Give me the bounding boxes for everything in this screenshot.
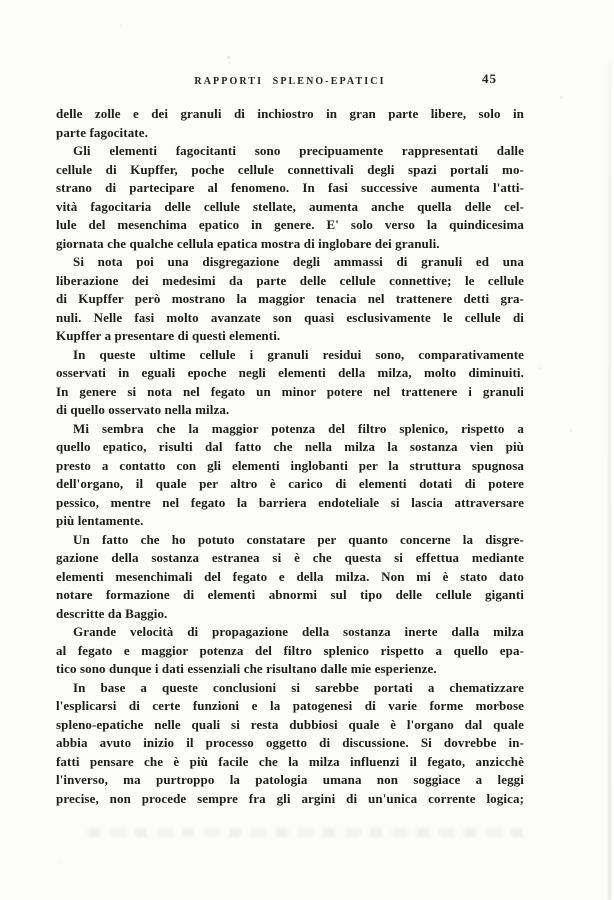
paragraph bbox=[56, 346, 524, 420]
text-line: liberazione dei medesimi da parte delle cellule connettive; le cellule bbox=[56, 272, 524, 288]
bleedthrough-smudge bbox=[88, 828, 528, 837]
text-line: vità fagocitaria delle cellule stellate, aumenta anche quella delle cel- bbox=[56, 198, 524, 214]
text-line: di quello osservato nella milza. bbox=[56, 402, 230, 417]
text-line: tico sono dunque i dati essenziali che risultano dalle mie esperienze. bbox=[56, 661, 437, 676]
page-edge-shadow bbox=[608, 60, 611, 900]
text-line: Si nota poi una disgregazione degli ammassi di granuli ed una bbox=[73, 254, 524, 269]
text-line: di Kupffer però mostrano la maggior tenacia nel trattenere detti gra- bbox=[56, 291, 524, 306]
text-line: cellule di Kupffer, poche cellule connettivali degli spazi portali mo- bbox=[56, 161, 524, 177]
running-head: RAPPORTI SPLENO-EPATICI bbox=[194, 76, 386, 87]
paragraph bbox=[56, 679, 524, 809]
text-line: In queste ultime cellule i granuli residui sono, comparativamente bbox=[73, 346, 524, 362]
paragraph bbox=[56, 253, 524, 346]
text-line: Un fatto che ho potuto constatare per quanto concerne la disgre- bbox=[73, 531, 524, 547]
text-line: abbia avuto inizio il processo oggetto di discussione. Si dovrebbe in- bbox=[56, 735, 524, 750]
text-line: al fegato e maggior potenza del filtro splenico rispetto a quello epa- bbox=[56, 642, 524, 658]
paragraph bbox=[56, 420, 524, 531]
text-line: precise, non procede sempre fra gli argini di un'unica corrente logica; bbox=[56, 790, 524, 806]
text-line: In genere si nota nel fegato un minor potere nel trattenere i granuli bbox=[56, 383, 524, 399]
text-line: più lentamente. bbox=[56, 513, 144, 528]
text-line: Mi sembra che la maggior potenza del filtro splenico, rispetto a bbox=[73, 420, 524, 436]
page-number: 45 bbox=[482, 71, 497, 86]
text-line: elementi mesenchimali del fegato e della milza. Non mi è stato dato bbox=[56, 568, 524, 584]
paragraph bbox=[56, 105, 524, 142]
text-line: nuli. Nelle fasi molto avanzate son quasi esclusivamente le cellule di bbox=[56, 309, 524, 325]
paragraph bbox=[56, 142, 524, 253]
text-line: giornata che qualche cellula epatica mostra di inglobare dei granuli. bbox=[56, 235, 440, 251]
text-line: presto a contatto con gli elementi inglobanti per la struttura spugnosa bbox=[56, 457, 524, 473]
text-line: l'esplicarsi di certe funzioni e la patogenesi di varie forme morbose bbox=[56, 698, 524, 713]
text-line: Grande velocità di propagazione della sostanza inerte dalla milza bbox=[73, 624, 524, 639]
scan-specks bbox=[0, 0, 1, 1]
page-header bbox=[56, 76, 524, 92]
text-line: descritte da Baggio. bbox=[56, 605, 168, 621]
text-line: l'inverso, ma purtroppo la patologia umana non soggiace a leggi bbox=[56, 772, 524, 787]
text-line: notare formazione di elementi abnormi sul tipo delle cellule giganti bbox=[56, 587, 524, 602]
text-line: parte fagocitate. bbox=[56, 124, 148, 140]
text-line: osservati in eguali epoche negli elementi della milza, molto diminuiti. bbox=[56, 365, 524, 380]
text-line: spleno-epatiche nelle quali si resta dubbiosi quale è l'organo dal quale bbox=[56, 716, 524, 732]
text-line: dell'organo, il quale per altro è carico di elementi dotati di potere bbox=[56, 476, 524, 491]
text-line: Gli elementi fagocitanti sono precipuamente rappresentati dalle bbox=[73, 143, 524, 158]
text-line: strano di partecipare al fenomeno. In fasi successive aumenta l'atti- bbox=[56, 180, 524, 195]
text-line: fatti pensare che è più facile che la milza influenzi il fegato, anzicchè bbox=[56, 753, 524, 769]
text-line: quello epatico, risulti dal fatto che nella milza la sostanza vien più bbox=[56, 439, 524, 454]
paragraph bbox=[56, 531, 524, 624]
text-line: gazione della sostanza estranea si è che questa si effettua mediante bbox=[56, 550, 524, 565]
text-line: In base a queste conclusioni si sarebbe portati a chematizzare bbox=[73, 679, 524, 695]
text-block bbox=[56, 105, 524, 808]
text-line: delle zolle e dei granuli di inchiostro in gran parte libere, solo in bbox=[56, 106, 524, 121]
text-line: pessico, mentre nel fegato la barriera endoteliale si lascia attraversare bbox=[56, 494, 524, 510]
paragraph bbox=[56, 623, 524, 679]
text-line: Kupffer a presentare di questi elementi. bbox=[56, 328, 281, 343]
text-line: lule del mesenchima epatico in genere. E' solo verso la quindicesima bbox=[56, 217, 524, 232]
